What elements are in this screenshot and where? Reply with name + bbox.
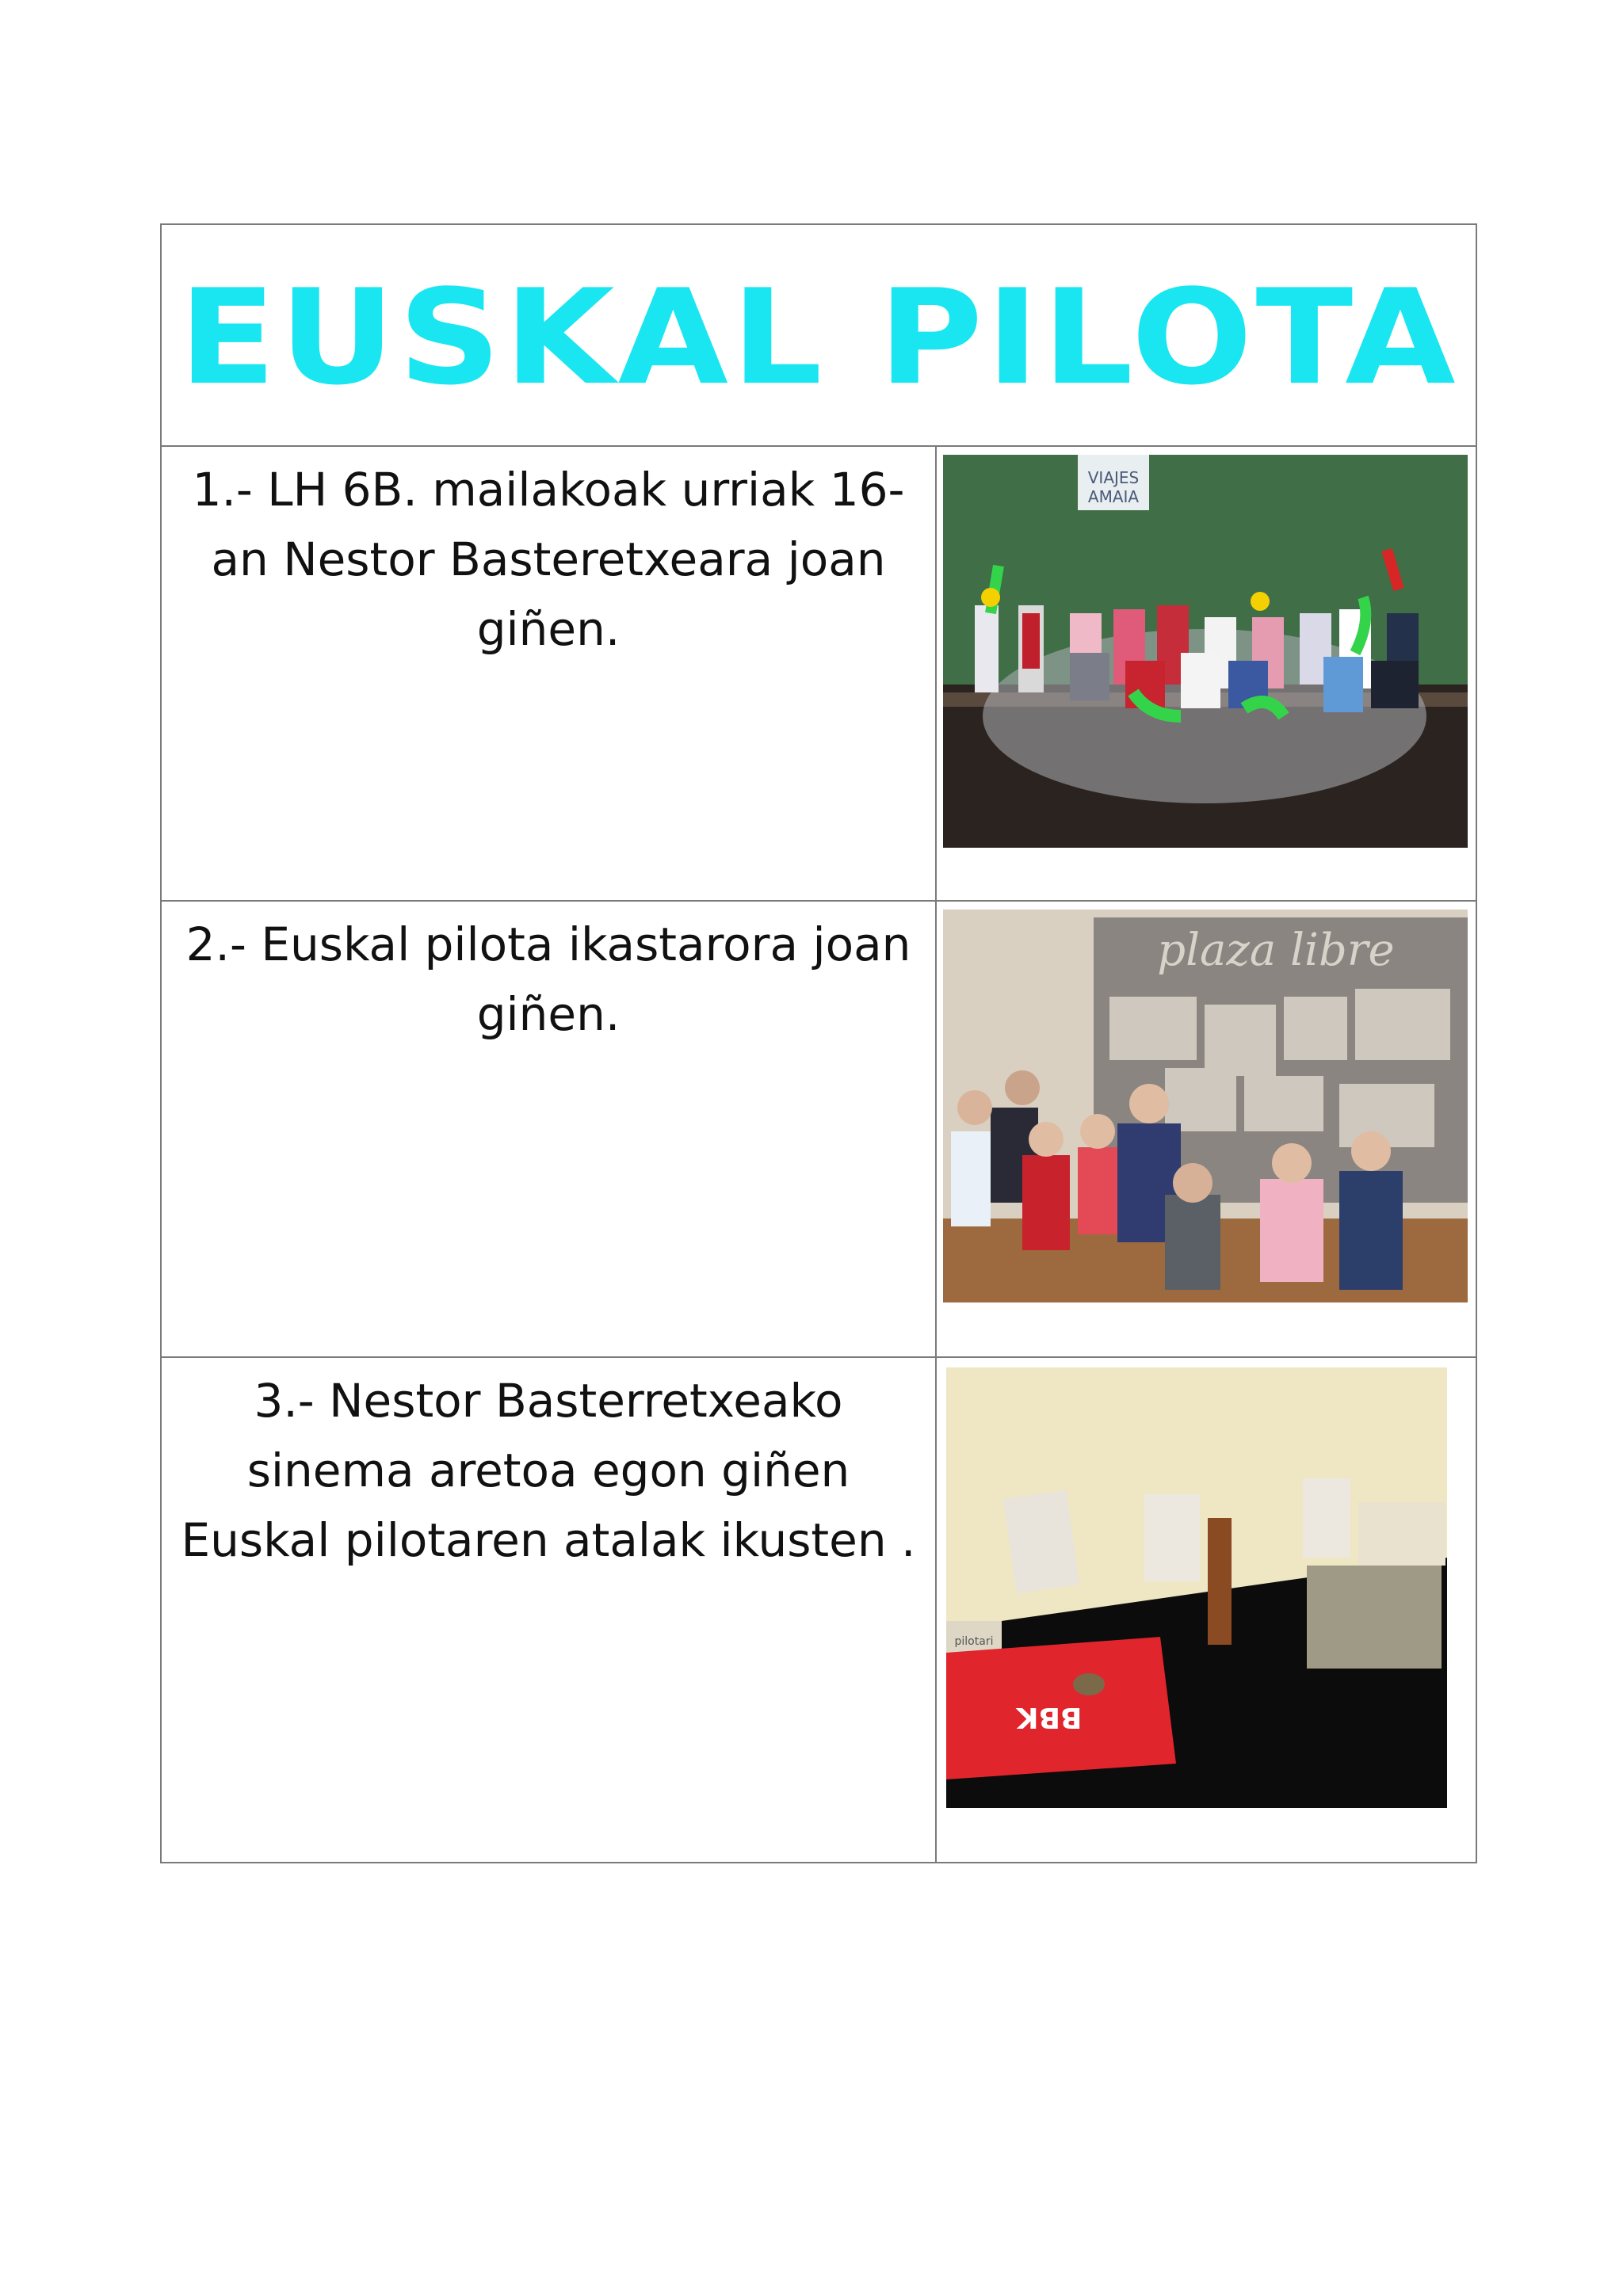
- sign-line-1: VIAJES: [1087, 468, 1140, 487]
- table-row: [161, 1357, 1476, 1863]
- exhibition-photo: [943, 910, 1468, 1302]
- title-cell: [161, 224, 1476, 446]
- table-row: [161, 901, 1476, 1357]
- sign-line-2: AMAIA: [1087, 487, 1140, 506]
- exhibit-banner-text: plaza libre: [1157, 925, 1395, 976]
- magazine-text: pilotari: [954, 1635, 994, 1648]
- display-table-photo: [946, 1367, 1447, 1808]
- group-photo-fronton: [943, 455, 1468, 848]
- row-3-photo-cell: [936, 1357, 1476, 1863]
- row-2-photo-cell: [936, 901, 1476, 1357]
- row-1-photo-cell: [936, 446, 1476, 901]
- row-2-text: 2.- Euskal pilota ikastarora joan giñen.: [161, 901, 936, 1357]
- activities-table: [160, 223, 1477, 1863]
- row-3-text: 3.- Nestor Basterretxeako sinema aretoa egon giñen Euskal pilotaren atalak ikusten .: [161, 1357, 936, 1863]
- row-1-text: 1.- LH 6B. mailakoak urriak 16-an Nestor Basteretxeara joan giñen.: [161, 446, 936, 901]
- table-row: [161, 446, 1476, 901]
- page-title: EUSKAL PILOTA: [178, 261, 1459, 414]
- shirt-logo-text: BBK: [1016, 1701, 1083, 1733]
